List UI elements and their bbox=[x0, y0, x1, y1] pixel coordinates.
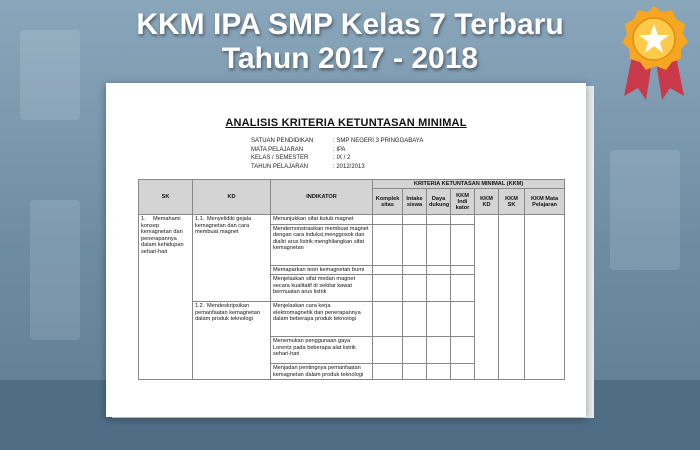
indikator-cell: Menunjukkan sifat kutub magnet bbox=[271, 215, 373, 225]
header-kkm-kd: KKM KD bbox=[475, 189, 499, 215]
meta-row: SATUAN PENDIDIKAN : SMP NEGERI 3 PRINGGABAYA bbox=[251, 138, 424, 144]
header-indikator: INDIKATOR bbox=[271, 180, 373, 215]
star-ribbon-badge-icon bbox=[618, 4, 690, 104]
kkm-table bbox=[138, 179, 565, 380]
meta-row: KELAS / SEMESTER : IX / 2 bbox=[251, 155, 351, 161]
header-kkm-indikator: KKM Indi kator bbox=[451, 189, 475, 215]
indikator-cell: Menemukan penggunaan gaya Lorentz pada beberapa alat listrik sehari-hari bbox=[271, 337, 373, 364]
background-shelf-shape bbox=[610, 150, 680, 270]
header-kkm-mapel: KKM Mata Pelajaran bbox=[525, 189, 565, 215]
sk-cell: 1. Memahami konsep kemagnetan dan penerapannya dalam kehidupan sehari-hari bbox=[139, 215, 193, 380]
header-kkm-sk: KKM SK bbox=[499, 189, 525, 215]
page-title-line1: KKM IPA SMP Kelas 7 Terbaru bbox=[136, 8, 564, 41]
header-kompleksitas: Komplek sitas bbox=[373, 189, 403, 215]
meta-row: TAHUN PELAJARAN : 2012/2013 bbox=[251, 163, 365, 170]
header-intake: Intake siswa bbox=[403, 189, 427, 215]
table-row bbox=[139, 215, 565, 225]
header-kd: KD bbox=[193, 180, 271, 215]
kd-cell: 1.2. Mendeskripsikan pemanfaatan kemagnetan dalam produk teknologi bbox=[193, 302, 271, 380]
header-kkm-group: KRITERIA KETUNTASAN MINIMAL (KKM) bbox=[373, 180, 565, 189]
header-sk: SK bbox=[139, 180, 193, 215]
background-lamp-shape bbox=[30, 200, 80, 340]
document-title: ANALISIS KRITERIA KETUNTASAN MINIMAL bbox=[225, 117, 467, 129]
indikator-cell: Menjadari pentingnya pemanfaatan kemagnetan dalam produk teknologi bbox=[271, 364, 373, 380]
meta-row: MATA PELAJARAN : IPA bbox=[251, 146, 346, 153]
header-row bbox=[139, 180, 565, 189]
indikator-cell: Mendemonstrasikan membuat magnet dengan cara induksi,menggosok dan dialiri arus listrik menghilangkan sifat kemagnetan bbox=[271, 224, 373, 265]
indikator-cell: Menjelaskan cara kerja elektromagnetik dan penerapannya dalam beberapa produk teknologi bbox=[271, 302, 373, 337]
header-daya-dukung: Daya dukung bbox=[427, 189, 451, 215]
indikator-cell: Memaparkan teori kemagnetan bumi bbox=[271, 265, 373, 275]
page-title-line2: Tahun 2017 - 2018 bbox=[221, 42, 479, 75]
document-meta bbox=[251, 137, 423, 171]
kd-cell: 1.1. Menyelidiki gejala kemagnetan dan cara membuat magnet bbox=[193, 215, 271, 302]
indikator-cell: Menjelaskan sifat medan magnet secara kualitatif di sekitar kawat bermuatan arus listrik bbox=[271, 275, 373, 302]
document-sheet bbox=[106, 83, 586, 417]
